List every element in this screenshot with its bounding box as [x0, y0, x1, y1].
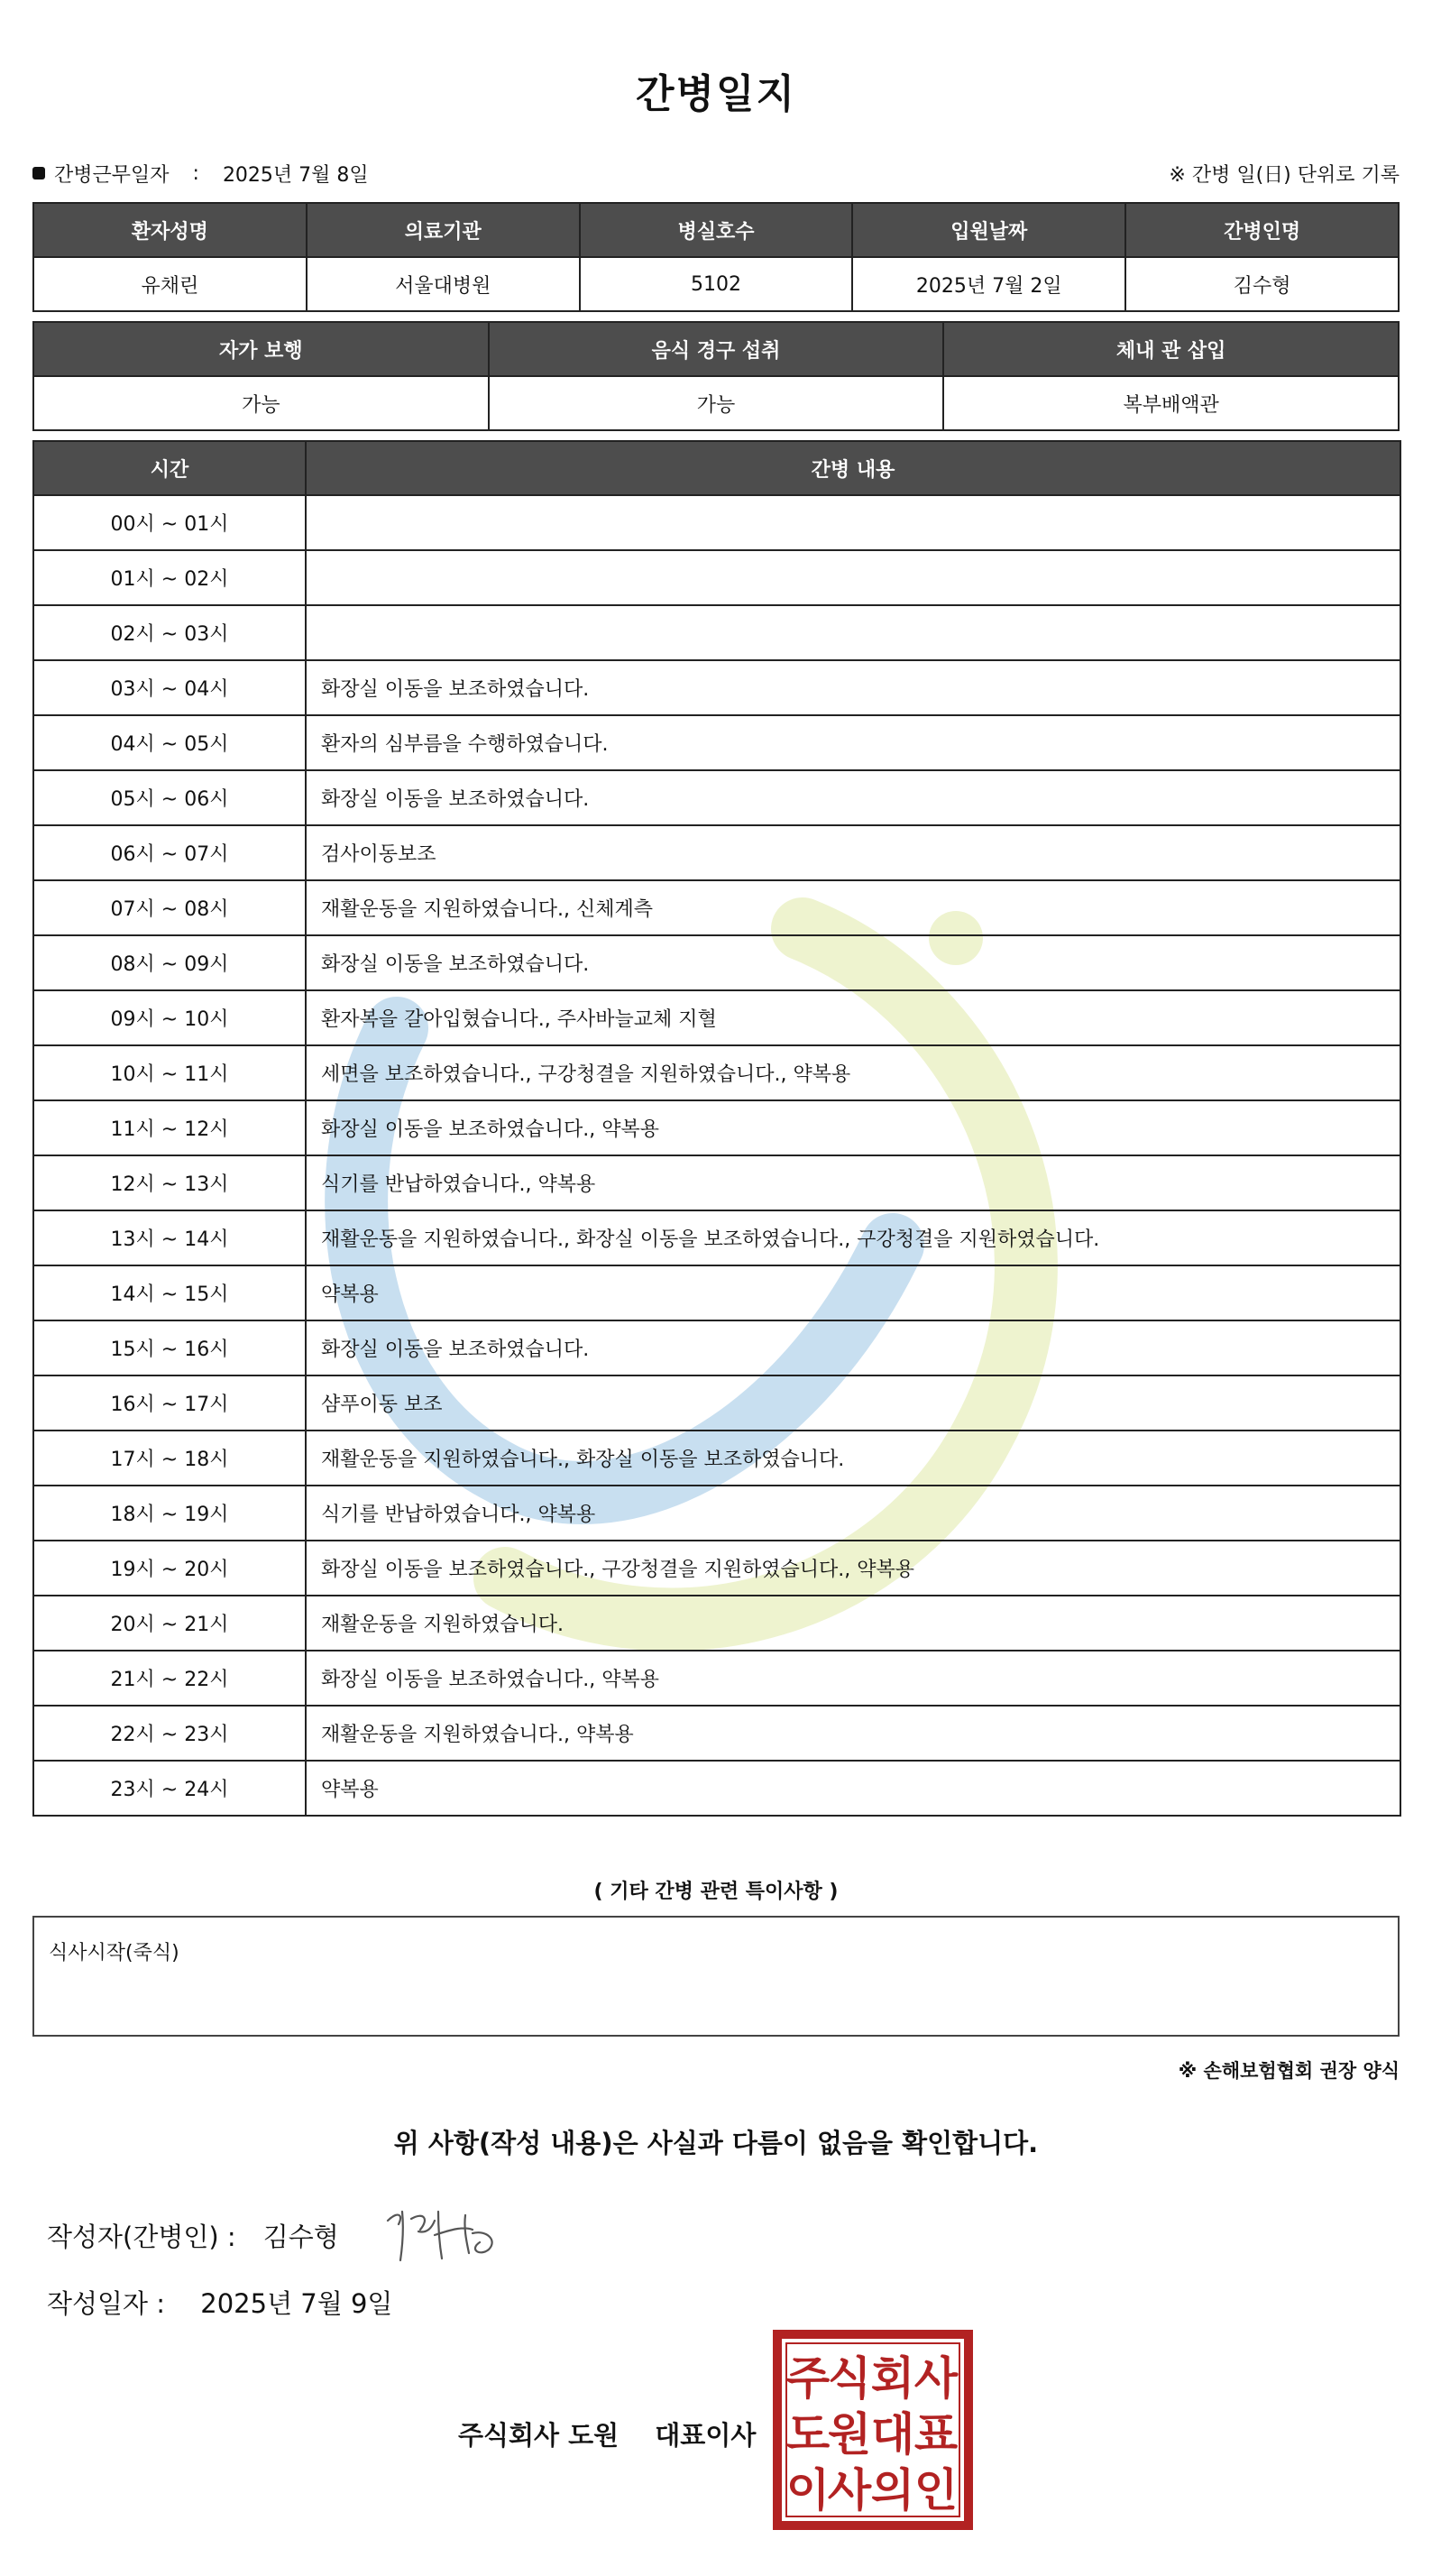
care-log-content-cell	[306, 605, 1400, 660]
care-log-time-cell: 00시 ~ 01시	[33, 495, 306, 550]
care-log-row	[33, 550, 1400, 605]
value-room-number: 5102	[580, 257, 853, 311]
special-notes-text: 식사시작(죽식)	[49, 1942, 179, 1964]
care-log-row	[33, 935, 1400, 990]
care-log-content-cell: 식기를 반납하였습니다., 약복용	[306, 1155, 1400, 1210]
care-log-row	[33, 770, 1400, 825]
work-date-value: 2025년 7월 8일	[222, 163, 369, 187]
care-log-row	[33, 1155, 1400, 1210]
care-log-content-cell: 환자의 심부름을 수행하였습니다.	[306, 715, 1400, 770]
care-log-time-cell: 20시 ~ 21시	[33, 1596, 306, 1651]
care-log-time-cell: 13시 ~ 14시	[33, 1210, 306, 1265]
care-log-time-cell: 12시 ~ 13시	[33, 1155, 306, 1210]
care-log-row	[33, 1265, 1400, 1320]
care-log-row	[33, 495, 1400, 550]
care-log-row	[33, 1541, 1400, 1596]
company-line	[458, 2415, 756, 2452]
condition-header-row	[33, 322, 1399, 376]
patient-info-value-row	[33, 257, 1399, 311]
svg-text:원: 원	[827, 2408, 872, 2461]
condition-value-row	[33, 376, 1399, 430]
svg-text:이: 이	[785, 2464, 831, 2516]
care-log-row	[33, 1100, 1400, 1155]
company-rep-title: 대표이사	[655, 2420, 757, 2451]
care-log-time-cell: 21시 ~ 22시	[33, 1651, 306, 1706]
care-log-time-cell: 05시 ~ 06시	[33, 770, 306, 825]
header-time: 시간	[33, 441, 306, 495]
care-log-header-row	[33, 441, 1400, 495]
page-title: 간병일지	[635, 71, 796, 117]
svg-text:대: 대	[870, 2408, 915, 2461]
care-log-content-cell: 식기를 반납하였습니다., 약복용	[306, 1486, 1400, 1541]
svg-text:회: 회	[870, 2352, 915, 2405]
care-log-row	[33, 660, 1400, 715]
care-log-time-cell: 19시 ~ 20시	[33, 1541, 306, 1596]
svg-text:의: 의	[870, 2464, 915, 2516]
care-log-content-cell	[306, 550, 1400, 605]
care-log-content-cell: 재활운동을 지원하였습니다., 신체계측	[306, 880, 1400, 935]
patient-info-header-row	[33, 203, 1399, 257]
care-log-time-cell: 07시 ~ 08시	[33, 880, 306, 935]
value-self-walking: 가능	[33, 376, 489, 430]
care-log-row	[33, 1431, 1400, 1486]
care-log-content-cell: 샴푸이동 보조	[306, 1375, 1400, 1431]
svg-text:인: 인	[913, 2464, 959, 2516]
svg-text:도: 도	[785, 2408, 831, 2461]
care-log-content-cell: 화장실 이동을 보조하였습니다.	[306, 660, 1400, 715]
care-log-content-cell: 재활운동을 지원하였습니다., 화장실 이동을 보조하였습니다., 구강청결을 지원하였습니다.	[306, 1210, 1400, 1265]
care-log-row	[33, 1651, 1400, 1706]
care-log-row	[33, 1761, 1400, 1816]
writer-name: 김수형	[262, 2222, 339, 2252]
written-date-line	[47, 2284, 392, 2321]
care-log-table	[32, 440, 1401, 1817]
svg-text:주: 주	[785, 2352, 831, 2405]
care-log-content-cell: 화장실 이동을 보조하였습니다., 약복용	[306, 1100, 1400, 1155]
meta-row	[32, 158, 1400, 189]
care-log-row	[33, 880, 1400, 935]
recommend-note: ※ 손해보험협회 권장 양식	[1178, 2060, 1400, 2082]
care-log-content-cell: 약복용	[306, 1761, 1400, 1816]
value-oral-intake: 가능	[489, 376, 944, 430]
svg-text:식: 식	[827, 2352, 872, 2405]
svg-text:표: 표	[913, 2408, 959, 2461]
care-log-time-cell: 08시 ~ 09시	[33, 935, 306, 990]
special-notes-title: ( 기타 간병 관련 특이사항 )	[593, 1881, 839, 1903]
value-patient-name: 유채린	[33, 257, 307, 311]
care-log-time-cell: 14시 ~ 15시	[33, 1265, 306, 1320]
value-tube-insertion: 복부배액관	[943, 376, 1399, 430]
care-log-time-cell: 03시 ~ 04시	[33, 660, 306, 715]
care-log-content-cell: 약복용	[306, 1265, 1400, 1320]
care-log-time-cell: 09시 ~ 10시	[33, 990, 306, 1045]
svg-text:사: 사	[913, 2352, 959, 2405]
writer-line	[47, 2217, 339, 2254]
care-log-content-cell	[306, 495, 1400, 550]
header-patient-name: 환자성명	[33, 203, 307, 257]
care-log-time-cell: 23시 ~ 24시	[33, 1761, 306, 1816]
care-log-row	[33, 1596, 1400, 1651]
care-log-time-cell: 01시 ~ 02시	[33, 550, 306, 605]
square-bullet-icon	[32, 167, 45, 179]
care-log-time-cell: 06시 ~ 07시	[33, 825, 306, 880]
care-log-row	[33, 825, 1400, 880]
signature-icon	[379, 2194, 523, 2266]
value-caregiver-name: 김수형	[1125, 257, 1399, 311]
care-log-time-cell: 16시 ~ 17시	[33, 1375, 306, 1431]
care-log-content-cell: 화장실 이동을 보조하였습니다.	[306, 935, 1400, 990]
written-date-value: 2025년 7월 9일	[200, 2288, 393, 2319]
header-tube-insertion: 체내 관 삽입	[943, 322, 1399, 376]
care-log-time-cell: 04시 ~ 05시	[33, 715, 306, 770]
care-log-row	[33, 1706, 1400, 1761]
care-log-content-cell: 화장실 이동을 보조하였습니다., 약복용	[306, 1651, 1400, 1706]
care-log-time-cell: 02시 ~ 03시	[33, 605, 306, 660]
care-log-content-cell: 세면을 보조하였습니다., 구강청결을 지원하였습니다., 약복용	[306, 1045, 1400, 1100]
work-date-label: 간병근무일자	[54, 163, 170, 187]
svg-text:사: 사	[827, 2464, 872, 2516]
care-log-row	[33, 990, 1400, 1045]
special-notes-box	[32, 1916, 1400, 2037]
writer-label: 작성자(간병인) :	[47, 2222, 236, 2252]
care-log-content-cell: 화장실 이동을 보조하였습니다., 구강청결을 지원하였습니다., 약복용	[306, 1541, 1400, 1596]
patient-condition-table	[32, 321, 1400, 431]
care-log-content-cell: 검사이동보조	[306, 825, 1400, 880]
care-log-row	[33, 715, 1400, 770]
record-note: ※ 간병 일(日) 단위로 기록	[1169, 163, 1400, 187]
care-log-row	[33, 605, 1400, 660]
care-log-time-cell: 17시 ~ 18시	[33, 1431, 306, 1486]
care-log-time-cell: 18시 ~ 19시	[33, 1486, 306, 1541]
care-log-row	[33, 1486, 1400, 1541]
work-date-group	[32, 160, 369, 188]
care-log-row	[33, 1210, 1400, 1265]
header-care-content: 간병 내용	[306, 441, 1400, 495]
confirm-statement: 위 사항(작성 내용)은 사실과 다름이 없음을 확인합니다.	[393, 2128, 1039, 2158]
company-name: 주식회사 도원	[458, 2420, 620, 2451]
header-self-walking: 자가 보행	[33, 322, 489, 376]
value-admission-date: 2025년 7월 2일	[852, 257, 1125, 311]
care-log-time-cell: 22시 ~ 23시	[33, 1706, 306, 1761]
care-log-row	[33, 1320, 1400, 1375]
header-oral-intake: 음식 경구 섭취	[489, 322, 944, 376]
care-log-time-cell: 15시 ~ 16시	[33, 1320, 306, 1375]
care-log-content-cell: 환자복을 갈아입혔습니다., 주사바늘교체 지혈	[306, 990, 1400, 1045]
value-hospital: 서울대병원	[307, 257, 580, 311]
header-admission-date: 입원날짜	[852, 203, 1125, 257]
header-caregiver-name: 간병인명	[1125, 203, 1399, 257]
company-seal-icon	[772, 2329, 974, 2531]
written-date-label: 작성일자 :	[47, 2288, 166, 2319]
care-log-time-cell: 10시 ~ 11시	[33, 1045, 306, 1100]
patient-info-table	[32, 202, 1400, 312]
work-date-separator: :	[192, 161, 199, 185]
care-log-content-cell: 재활운동을 지원하였습니다., 화장실 이동을 보조하였습니다.	[306, 1431, 1400, 1486]
care-log-content-cell: 화장실 이동을 보조하였습니다.	[306, 1320, 1400, 1375]
care-log-row	[33, 1375, 1400, 1431]
header-hospital: 의료기관	[307, 203, 580, 257]
care-log-content-cell: 재활운동을 지원하였습니다., 약복용	[306, 1706, 1400, 1761]
care-log-time-cell: 11시 ~ 12시	[33, 1100, 306, 1155]
care-log-content-cell: 재활운동을 지원하였습니다.	[306, 1596, 1400, 1651]
care-log-content-cell: 화장실 이동을 보조하였습니다.	[306, 770, 1400, 825]
care-log-row	[33, 1045, 1400, 1100]
care-log-body	[33, 495, 1400, 1816]
header-room-number: 병실호수	[580, 203, 853, 257]
